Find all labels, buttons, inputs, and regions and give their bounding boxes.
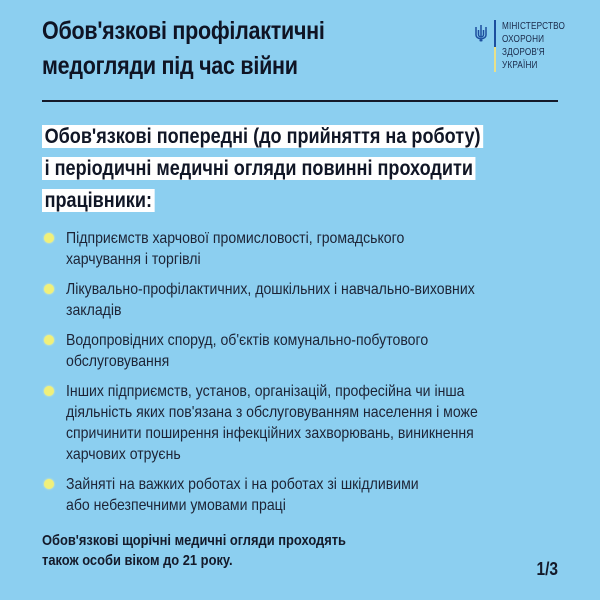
intro-line-3: працівники: bbox=[42, 189, 155, 212]
ministry-name bbox=[502, 20, 565, 72]
list-item bbox=[42, 381, 600, 465]
list-item-line: закладів bbox=[66, 302, 122, 319]
title-line-2: медогляди під час війни bbox=[42, 52, 298, 80]
footer-note bbox=[42, 531, 346, 571]
list-item-line: Водопровідних споруд, об'єктів комунально-побутового bbox=[66, 332, 429, 349]
header-divider bbox=[42, 100, 558, 102]
ministry-name-line: УКРАЇНИ bbox=[502, 60, 538, 71]
list-item-line: або небезпечними умовами праці bbox=[66, 497, 286, 514]
ministry-name-line: ЗДОРОВ'Я bbox=[502, 47, 545, 58]
ministry-name-line: МІНІСТЕРСТВО bbox=[502, 21, 566, 32]
ministry-logo bbox=[474, 20, 579, 72]
title-line-1: Обов'язкові профілактичні bbox=[42, 17, 325, 45]
bullet-icon bbox=[44, 386, 54, 396]
logo-divider bbox=[494, 20, 496, 72]
list-item-line: харчування і торгівлі bbox=[66, 251, 201, 268]
workers-list bbox=[42, 228, 600, 525]
list-item-line: спричинити поширення інфекційних захворювань, виникнення bbox=[66, 425, 474, 442]
list-item-line: діяльність яких пов'язана з обслуговуванням населення і може bbox=[66, 404, 478, 421]
intro-line-2: і періодичні медичні огляди повинні проходити bbox=[42, 157, 476, 180]
bullet-icon bbox=[44, 335, 54, 345]
footer-note-line-2: також особи віком до 21 року. bbox=[42, 552, 233, 569]
list-item bbox=[42, 279, 600, 321]
list-item bbox=[42, 474, 600, 516]
list-item-line: Лікувально-профілактичних, дошкільних і навчально-виховних bbox=[66, 281, 475, 298]
bullet-icon bbox=[44, 284, 54, 294]
footer-note-line-1: Обов'язкові щорічні медичні огляди проходять bbox=[42, 532, 346, 549]
bullet-icon bbox=[44, 479, 54, 489]
list-item bbox=[42, 330, 600, 372]
page-indicator: 1/3 bbox=[536, 559, 558, 579]
intro-heading bbox=[42, 122, 600, 218]
list-item-line: Інших підприємств, установ, організацій, професійна чи інша bbox=[66, 383, 465, 400]
list-item-line: Підприємств харчової промисловості, громадського bbox=[66, 230, 405, 247]
page-title bbox=[42, 14, 325, 84]
list-item-line: обслуговування bbox=[66, 353, 170, 370]
trident-icon bbox=[474, 24, 488, 42]
ministry-name-line: ОХОРОНИ bbox=[502, 34, 545, 45]
intro-line-1: Обов'язкові попередні (до прийняття на роботу) bbox=[42, 125, 483, 148]
list-item-line: Зайняті на важких роботах і на роботах зі шкідливими bbox=[66, 476, 419, 493]
list-item bbox=[42, 228, 600, 270]
list-item-line: харчових отруєнь bbox=[66, 446, 181, 463]
bullet-icon bbox=[44, 233, 54, 243]
